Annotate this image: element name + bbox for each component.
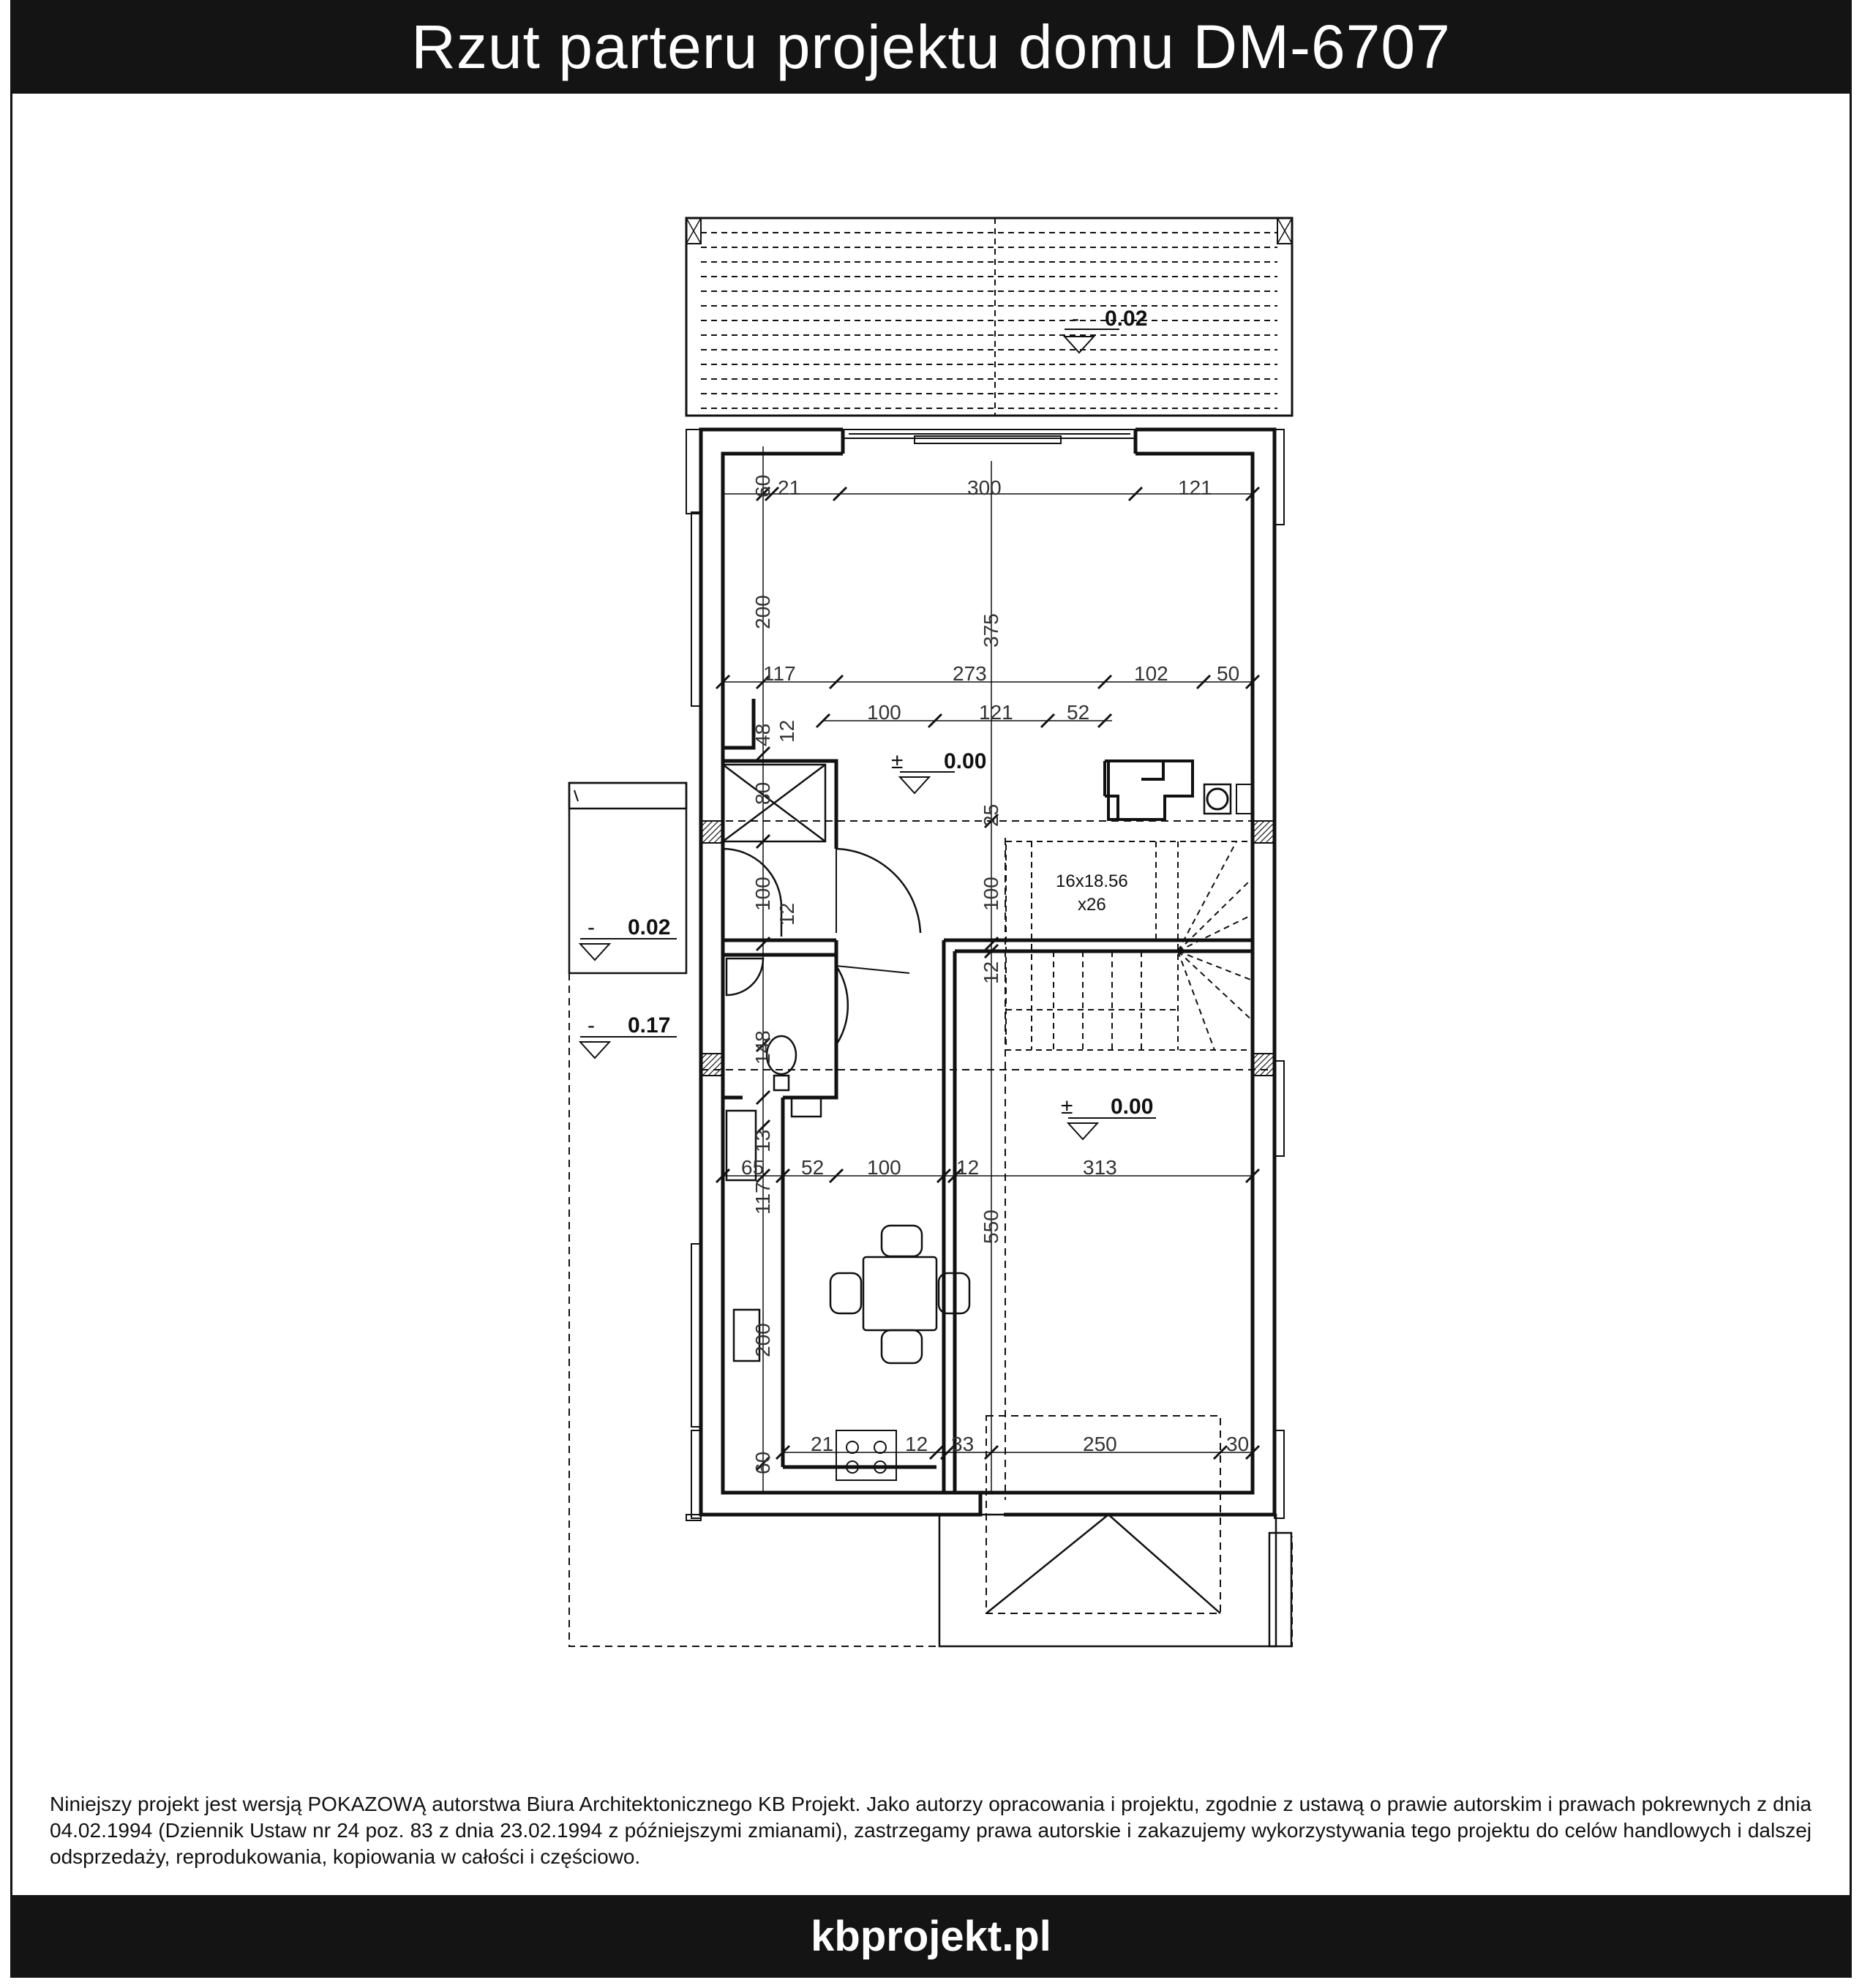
dim-bot-12: 12: [905, 1433, 928, 1455]
dim-left-200a: 200: [751, 595, 774, 629]
stairs-spec: 16x18.56: [1056, 871, 1128, 891]
dim-row2-100: 100: [867, 701, 901, 724]
dim-left-117: 117: [751, 1182, 774, 1215]
vertical-dimension-labels: [751, 475, 1002, 1474]
level-marker-living: [891, 749, 986, 793]
dim-bot-30: 30: [1226, 1433, 1250, 1455]
level-lower-sign: ±: [1061, 1095, 1073, 1119]
dim-mid-375: 375: [980, 613, 1002, 648]
level-terrace-sign: -: [1072, 307, 1079, 331]
dim-bot-33: 33: [951, 1433, 975, 1455]
level-side-upper-value: 0.02: [628, 915, 671, 939]
dim-row2-121: 121: [979, 701, 1013, 724]
copyright-disclaimer: Niniejszy projekt jest wersją POKAZOWĄ autorstwa Biura Architektonicznego KB Projekt. Jako autorzy opracowania i projektu, zgodnie z ustawą o prawie autorskim i prawach pokrewnych z dnia 04.02.1994 (Dziennik Ustaw nr 24 poz. 83 z dnia 23.02.1994 z późniejszymi zmianami), zastrzegamy prawa autorskie i zakazujemy wykorzystywania tego projektu do celów handlowych i dalszej odsprzedaży, reprodukowania, kopiowania w całości i częściowo.: [50, 1793, 1812, 1868]
dim-left-100: 100: [751, 877, 774, 911]
dim-row3-12: 12: [956, 1156, 980, 1179]
dining-set: [830, 1226, 969, 1363]
dim-left-80: 80: [751, 781, 774, 805]
level-side-upper-sign: -: [587, 915, 595, 939]
level-lower-value: 0.00: [1111, 1095, 1154, 1119]
staircase: [1006, 841, 1253, 1050]
dim-mid-100: 100: [980, 877, 1002, 911]
dim-left-60b: 60: [751, 1451, 774, 1474]
level-marker-side-lower: [580, 1013, 677, 1058]
level-terrace-value: 0.02: [1105, 307, 1148, 331]
level-marker-lower: [1061, 1095, 1156, 1139]
dim-row3-52: 52: [801, 1156, 825, 1179]
dim-left-148: 148: [751, 1030, 774, 1065]
dim-top-121: 121: [1178, 476, 1212, 499]
dim-left-12b: 12: [776, 902, 798, 926]
level-living-sign: ±: [891, 749, 904, 773]
dim-row-117: 117: [763, 662, 796, 685]
dim-row-50: 50: [1217, 662, 1240, 685]
shaft: [723, 765, 825, 841]
dim-mid-12: 12: [980, 961, 1002, 984]
stairs-count: x26: [1078, 895, 1106, 915]
dim-row2-52: 52: [1067, 701, 1090, 724]
dim-row3-65: 65: [741, 1156, 765, 1179]
level-marker-side-upper: [580, 915, 677, 960]
entrance-porch: [939, 1515, 1291, 1646]
level-marker-terrace: [1065, 307, 1147, 353]
boiler-room: [1105, 761, 1253, 819]
dim-left-60a: 60: [751, 474, 774, 498]
kitchen-stove: [836, 1430, 896, 1480]
dim-mid-25: 25: [980, 803, 1002, 827]
dim-left-48: 48: [751, 723, 774, 746]
dim-left-12a: 12: [776, 719, 798, 743]
dim-left-13: 13: [751, 1129, 774, 1152]
terrace-top: [686, 218, 1292, 416]
level-side-lower-value: 0.17: [628, 1013, 671, 1038]
level-side-lower-sign: -: [587, 1013, 595, 1038]
brand-url[interactable]: kbprojekt.pl: [811, 1913, 1051, 1960]
page-title: Rzut parteru projektu domu DM-6707: [411, 12, 1451, 81]
dim-row-273: 273: [953, 662, 987, 685]
dim-row3-313: 313: [1083, 1156, 1117, 1179]
dim-top-300: 300: [967, 476, 1002, 499]
dim-top-21: 21: [778, 476, 801, 499]
dim-row-102: 102: [1134, 662, 1168, 685]
dim-mid-550: 550: [980, 1209, 1002, 1244]
dim-bot-21: 21: [811, 1433, 834, 1455]
footer-bar: [10, 1895, 1852, 1978]
dim-bot-250: 250: [1083, 1433, 1117, 1455]
canopy-outlines: [569, 821, 1292, 1646]
level-living-value: 0.00: [944, 749, 987, 773]
dim-left-200b: 200: [751, 1323, 774, 1357]
dim-row3-100: 100: [867, 1156, 901, 1179]
